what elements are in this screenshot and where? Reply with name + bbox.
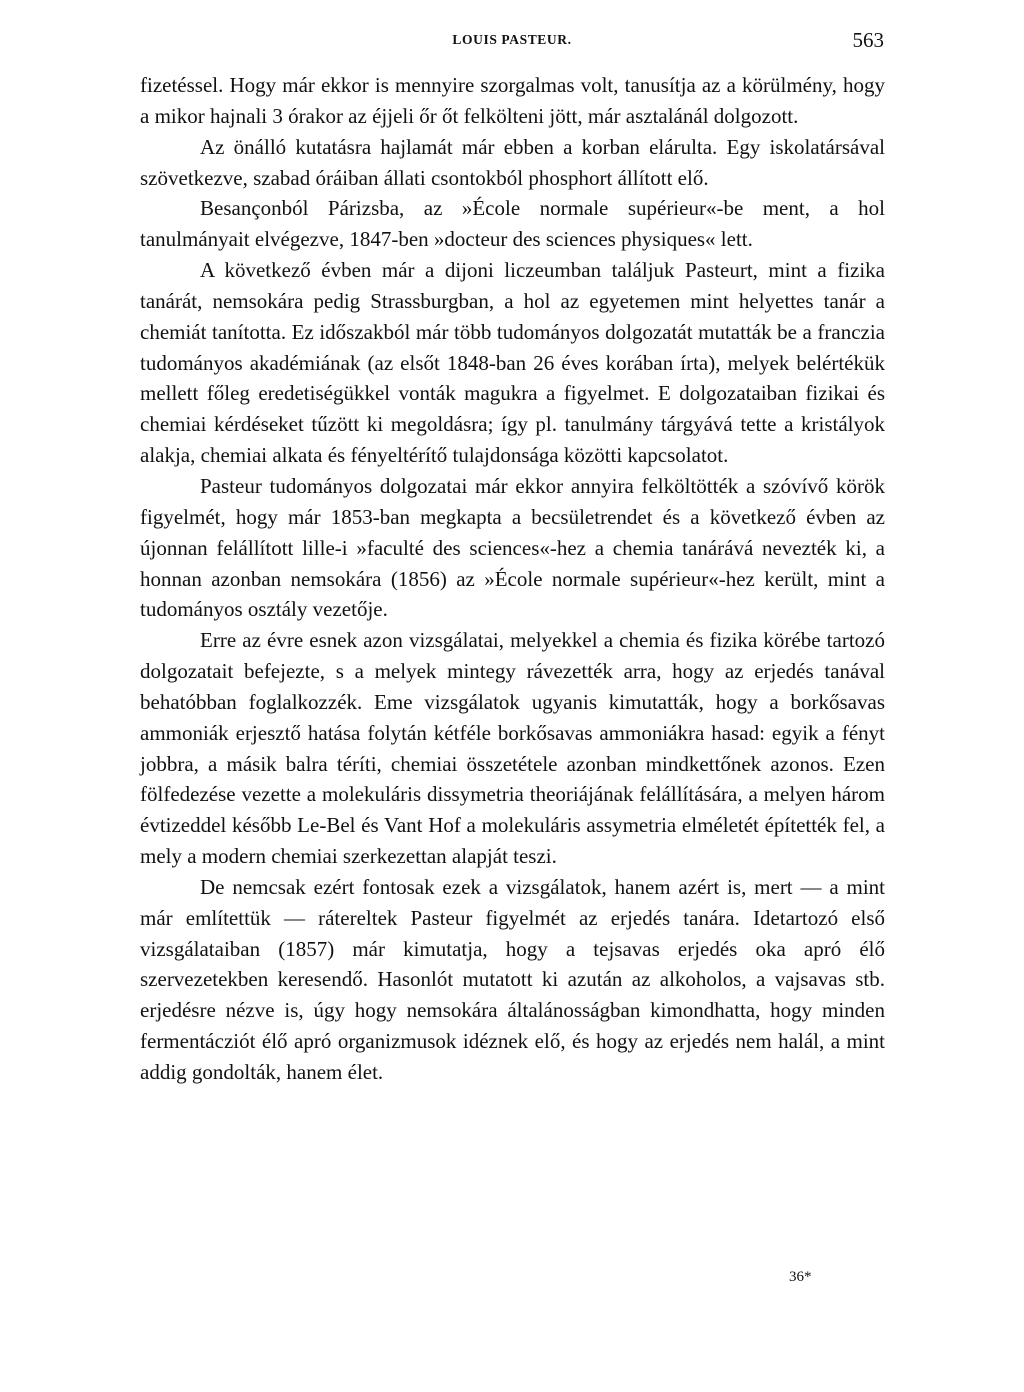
- running-head: [140, 30, 884, 54]
- paragraph-5: Pasteur tudományos dolgozatai már ekkor annyira felköltötték a szóvívő körök figyelmét, hogy már 1853-ban megkapta a becsületrendet és a következő évben az újonnan felállított lille-i »faculté des sciences«-hez a chemia tanárává nevezték ki, a honnan azonban nemsokára (1856) az »École normale supérieur«-hez került, mint a tudományos osztály vezetője.: [140, 473, 885, 622]
- paragraph-7: De nemcsak ezért fontosak ezek a vizsgálatok, hanem azért is, mert — a mint már említettük — rátereltek Pasteur figyelmét az erjedés tanára. Idetartozó első vizsgálataiban (1857) már kimutatja, hogy a tejsavas erjedés oka apró élő szervezetekben keresendő. Hasonlót mutatott ki azután az alkoholos, a vajsavas stb. erjedésre nézve is, úgy hogy nemsokára általánosságban kimondhatta, hogy minden fermentácziót élő apró organizmusok idéznek elő, és hogy az erjedés nem halál, a mint addig gondolták, hanem élet.: [140, 874, 885, 1084]
- paragraph-6: Erre az évre esnek azon vizsgálatai, melyekkel a chemia és fizika körébe tartozó dolgozatait befejezte, s a melyek mintegy rávezették arra, hogy az erjedés tanával behatóbban foglalkozzék. Eme vizsgálatok ugyanis kimutatták, hogy a borkősavas ammoniák erjesztő hatása folytán kétféle borkősavas ammoniákra hasad: egyik a fényt jobbra, a másik balra téríti, chemiai összetétele azonban mindkettőnek azonos. Ezen fölfedezése vezette a molekuláris dissymetria theoriájának felállítására, a melyen három évtizeddel később Le-Bel és Vant Hof a molekuláris assymetria elméletét építették fel, a mely a modern chemiai szerkezettan alapját teszi.: [140, 628, 885, 869]
- running-title: LOUIS PASTEUR.: [452, 32, 572, 47]
- page-number: 563: [852, 28, 884, 52]
- signature-mark: 36*: [789, 1269, 812, 1285]
- paragraph-1: fizetéssel. Hogy már ekkor is mennyire szorgalmas volt, tanusítja az a körülmény, hogy a mikor hajnali 3 órakor az éjjeli őr őt felkölteni jött, már asztalánál dolgozott.: [140, 73, 885, 128]
- paragraph-2: Az önálló kutatásra hajlamát már ebben a korban elárulta. Egy iskolatársával szövetkezve, szabad óráiban állati csontokból phosphort állított elő.: [140, 134, 885, 190]
- paragraph-3: Besançonból Párizsba, az »École normale supérieur«-be ment, a hol tanulmányait elvégezve, 1847-ben »docteur des sciences physiques« lett.: [140, 196, 885, 252]
- body-text: [140, 70, 885, 1088]
- paragraph-4: A következő évben már a dijoni liczeumban találjuk Pasteurt, mint a fizika tanárát, nemsokára pedig Strassburgban, a hol az egyetemen mint helyettes tanár a chemiát tanította. Ez időszakból már több tudományos dolgozatát mutatták be a franczia tudományos akadémiának (az elsőt 1848-ban 26 éves korában írta), melyek belértékük mellett főleg eredetiségükkel vonták magukra a figyelmet. E dolgozataiban fizikai és chemiai kérdéseket tűzött ki megoldásra; így pl. tanulmány tárgyává tette a kristályok alakja, chemiai alkata és fényeltérítő tulajdonsága közötti kapcsolatot.: [140, 258, 885, 468]
